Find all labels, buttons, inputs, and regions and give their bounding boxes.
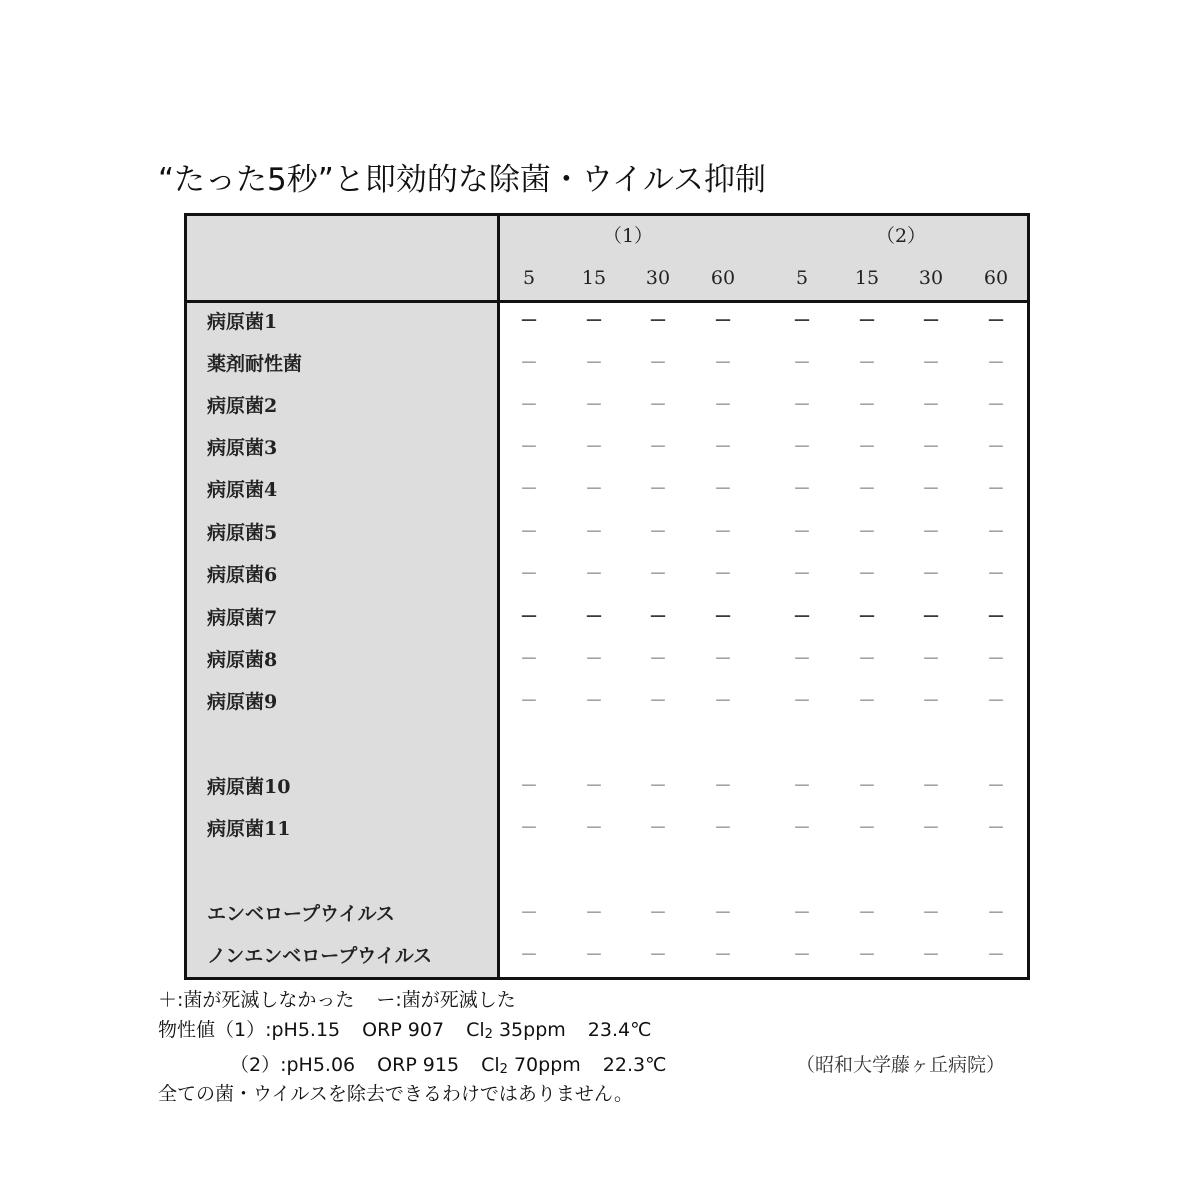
table-cell: － [649,564,667,585]
column-header: 30 [645,267,671,289]
column-header: 5 [522,267,536,289]
table-cell: － [858,649,876,670]
row-label: 病原菌9 [207,691,278,713]
table-cell: － [585,607,603,628]
table-cell: － [585,353,603,374]
table-cell: － [649,607,667,628]
table-cell: － [585,945,603,966]
table-cell: － [714,776,732,797]
column-header: 30 [918,267,944,289]
column-header: 5 [795,267,809,289]
table-cell: － [585,818,603,839]
table-cell: － [793,776,811,797]
table-cell: － [714,649,732,670]
property-2-orp: ORP 915 [377,1054,460,1076]
table-cell: － [793,649,811,670]
table-cell: － [520,564,538,585]
table-cell: － [520,945,538,966]
table-cell: － [585,903,603,924]
table-cell: － [922,353,940,374]
row-label: 薬剤耐性菌 [207,353,303,375]
row-label: 病原菌10 [207,776,291,798]
table-cell: － [714,479,732,500]
table-cell: － [922,311,940,332]
row-label: 病原菌8 [207,649,278,671]
table-cell: － [987,649,1005,670]
table-cell: － [987,437,1005,458]
column-header: 60 [710,267,736,289]
table-cell: － [714,311,732,332]
table-cell: － [922,903,940,924]
table-cell: － [520,691,538,712]
table-cell: － [793,607,811,628]
property-2-chlorine: Cl [481,1054,500,1076]
table-cell: － [858,607,876,628]
table-cell: － [987,479,1005,500]
property-2-ph: （2）:pH5.06 [230,1054,356,1076]
table-cell: － [585,649,603,670]
table-cell: － [585,479,603,500]
row-label: 病原菌4 [207,479,278,501]
row-label: 病原菌5 [207,522,278,544]
table-cell: － [520,437,538,458]
table-cell: － [793,353,811,374]
property-1-temperature: 23.4℃ [587,1019,652,1041]
table-cell: － [793,437,811,458]
property-1-ppm: 35ppm [498,1019,566,1041]
table-cell: － [858,522,876,543]
table-cell: － [520,776,538,797]
table-cell: － [520,395,538,416]
table-cell: － [858,945,876,966]
page-title: “たった5秒”と即効的な除菌・ウイルス抑制 [158,162,766,198]
header-divider [187,300,1027,303]
table-cell: － [793,564,811,585]
table-cell: － [520,818,538,839]
table-cell: － [987,607,1005,628]
column-header: 15 [581,267,607,289]
table-cell: － [858,776,876,797]
table-cell: － [585,691,603,712]
table-cell: － [858,311,876,332]
table-cell: － [649,311,667,332]
table-cell: － [649,479,667,500]
table-cell: － [793,903,811,924]
table-cell: － [858,903,876,924]
column-header: 15 [854,267,880,289]
property-1-ph: 物性値（1）:pH5.15 [158,1019,341,1041]
table-cell: － [585,311,603,332]
table-cell: － [520,607,538,628]
property-2-chlorine-subscript: 2 [499,1062,508,1077]
legend-note [158,985,516,1015]
table-cell: － [585,564,603,585]
row-label: 病原菌3 [207,437,278,459]
property-2-temperature: 22.3℃ [602,1054,667,1076]
table-cell: － [714,437,732,458]
table-cell: － [922,945,940,966]
table-cell: － [585,437,603,458]
table-cell: － [714,395,732,416]
table-cell: － [793,945,811,966]
table-cell: － [520,522,538,543]
table-cell: － [858,395,876,416]
table-cell: － [520,479,538,500]
table-cell: － [987,395,1005,416]
table-cell: － [714,607,732,628]
table-cell: － [520,311,538,332]
group-header-2: （2） [875,225,927,247]
table-cell: － [585,395,603,416]
table-cell: － [987,691,1005,712]
table-cell: － [520,353,538,374]
table-cell: － [987,311,1005,332]
table-cell: － [987,903,1005,924]
legend-minus: ー:菌が死滅した [376,989,516,1011]
table-cell: － [649,776,667,797]
table-cell: － [520,649,538,670]
table-cell: － [987,945,1005,966]
table-cell: － [987,522,1005,543]
table-cell: － [922,479,940,500]
table-cell: － [793,479,811,500]
table-cell: － [793,522,811,543]
group-header-1: （1） [602,225,654,247]
column-header: 60 [983,267,1009,289]
property-line-1 [158,1015,651,1050]
table-cell: － [714,818,732,839]
table-cell: － [649,691,667,712]
table-cell: － [649,818,667,839]
table-cell: － [858,353,876,374]
table-cell: － [649,945,667,966]
property-2-ppm: 70ppm [513,1054,581,1076]
table-cell: － [649,522,667,543]
table-cell: － [649,903,667,924]
table-cell: － [714,945,732,966]
legend-plus: ＋:菌が死滅しなかった [158,989,355,1011]
table-cell: － [922,522,940,543]
table-cell: － [585,522,603,543]
table-cell: － [793,311,811,332]
table-cell: － [714,353,732,374]
table-cell: － [987,818,1005,839]
table-cell: － [585,776,603,797]
table-cell: － [987,564,1005,585]
row-label: 病原菌7 [207,607,278,629]
table-cell: － [714,903,732,924]
table-cell: － [649,353,667,374]
table-cell: － [649,649,667,670]
table-cell: － [922,691,940,712]
property-1-chlorine-subscript: 2 [484,1027,493,1042]
table-cell: － [714,564,732,585]
table-cell: － [922,649,940,670]
table-cell: － [714,522,732,543]
table-cell: － [714,691,732,712]
table-cell: － [858,564,876,585]
table-cell: － [649,437,667,458]
table-cell: － [987,353,1005,374]
table-cell: － [858,479,876,500]
property-1-orp: ORP 907 [362,1019,445,1041]
table-cell: － [520,903,538,924]
table-cell: － [793,818,811,839]
row-label: 病原菌2 [207,395,278,417]
table-cell: － [858,691,876,712]
table-cell: － [858,818,876,839]
row-label: 病原菌11 [207,818,291,840]
row-label: 病原菌1 [207,311,278,333]
table-cell: － [793,691,811,712]
table-cell: － [793,395,811,416]
table-cell: － [922,818,940,839]
row-label: ノンエンベロープウイルス [207,945,433,967]
source-credit: （昭和大学藤ヶ丘病院） [796,1054,1006,1076]
table-cell: － [649,395,667,416]
row-label: 病原菌6 [207,564,278,586]
table-cell: － [858,437,876,458]
table-cell: － [922,437,940,458]
table-cell: － [922,607,940,628]
property-1-chlorine: Cl [466,1019,485,1041]
table-cell: － [922,564,940,585]
table-cell: － [922,776,940,797]
table-cell: － [922,395,940,416]
table-cell: － [987,776,1005,797]
results-table [184,213,1030,980]
row-label: エンベロープウイルス [207,903,395,925]
disclaimer: 全ての菌・ウイルスを除去できるわけではありません。 [158,1083,634,1105]
